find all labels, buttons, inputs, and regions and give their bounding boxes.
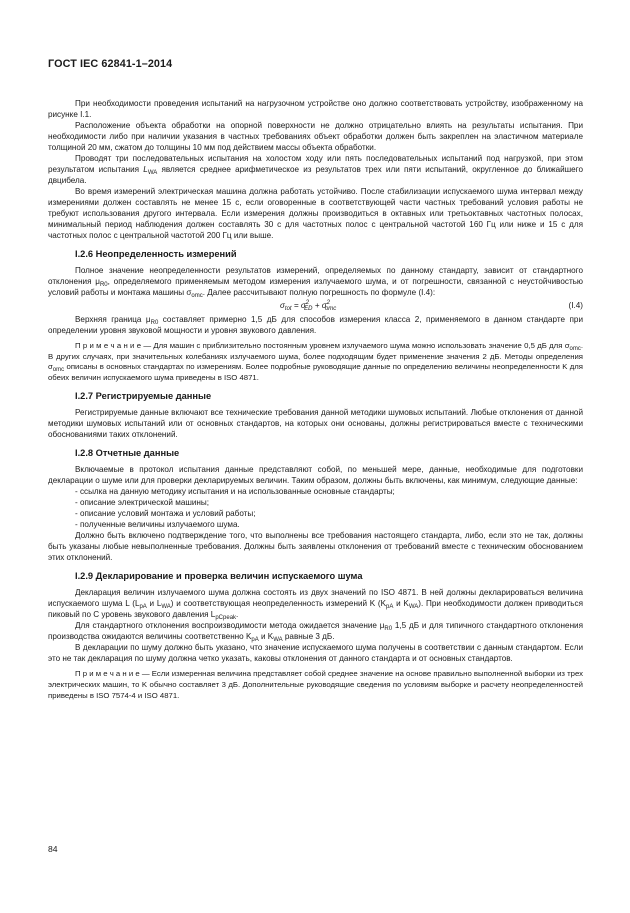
paragraph: Полное значение неопределенности результатов измерений, определяемых по данному стандарту, зависит от стандартного отклонения $\mu_{R0}$, определяемого применяемым методом измерения излучаемого шума, и от погрешности, связанной с неустойчивостью условий работы и монтажа машины $\sigma_{omc}$. Далее рассчитывают полную погрешность по формуле (I.4): xyxy=(48,266,583,299)
paragraph: Включаемые в протокол испытания данные представляют собой, по меньшей мере, данные, необходимые для подготовки декларации о шуме или для проверки декларируемых величин. Таким образом, должны быть включены, как минимум, следующие данные: xyxy=(48,465,583,486)
list-item: - полученные величины излучаемого шума. xyxy=(75,520,240,530)
standard-header: ГОСТ IEC 62841-1–2014 xyxy=(48,58,173,70)
formula-i4: $\sigma_{tot} = \sigma^2_{ED} + \sigma^2_{omc}$ (I.4) xyxy=(280,300,583,312)
document-body xyxy=(48,98,583,701)
paragraph: Декларация величин излучаемого шума должна состоять из двух значений по ISO 4871. В ней должны декларироваться величина испускаемого шума L ($L_{pA}$ и $L_{WA}$) и соответствующая неопределенность измерений K ($K_{pA}$ и $K_{WA}$). При необходимости должен приводиться пиковый по C уровень звукового давления $L_{pCpeak}$. xyxy=(48,588,583,622)
section-heading: I.2.6 Неопределенность измерений xyxy=(75,249,237,259)
paragraph: При необходимости проведения испытаний на нагрузочном устройстве оно должно соответствовать устройству, изображенному на рисунке I.1. xyxy=(48,99,583,119)
paragraph: Верхняя граница $\mu_{R0}$ составляет примерно 1,5 дБ для способов измерения класса 2, применяемого в данном стандарте при определении уровня звуковой мощности и уровня звукового давления. xyxy=(48,315,583,335)
section-heading: I.2.8 Отчетные данные xyxy=(75,448,180,459)
note: П р и м е ч а н и е — Для машин с приблизительно постоянным уровнем излучаемого шума можно использовать значение 0,5 дБ для $\sigma_{omc}$. В других случаях, при значительных колебаниях излучаемого шума, более подходящим будет применение значения 2 дБ. Методы определения $\sigma_{omc}$ описаны в основных стандартах по измерениям. Более подробные руководящие данные по определению величины неопределенности K для обеих величин испускаемого шума приведены в ISO 4871. xyxy=(48,341,583,382)
paragraph: Должно быть включено подтверждение того, что выполнены все требования настоящего стандарта, либо, если это не так, должны быть указаны любые невыполненные требования. Должны быть заявлены отклонения от требований вместе с техническим обоснованием этих отклонений. xyxy=(48,531,583,563)
paragraph: В декларации по шуму должно быть указано, что значение испускаемого шума получены в соответствии с данным стандартом. Если это не так декларация по шуму должна четко указать, каковы отклонения от данного стандарта и от основных стандартов. xyxy=(48,643,583,664)
note: П р и м е ч а н и е — Если измеренная величина представляет собой среднее значение на основе правильно выполненной выборки из трех электрических машин, то K обычно составляет 3 дБ. Дополнительные руководящие сведения по условиям выборке и расчету неопределенностей приведены в ISO 7574-4 и ISO 4871. xyxy=(48,669,583,700)
list-item: - описание электрической машины; xyxy=(75,498,209,508)
paragraph: Для стандартного отклонения воспроизводимости метода ожидается значение $\mu_{R0}$ 1,5 дБ и для типичного стандартного отклонения производства ожидаются величины соответственно $K_{pA}$ и $K_{WA}$ равные 3 дБ. xyxy=(48,621,583,644)
paragraph: Во время измерений электрическая машина должна работать устойчиво. После стабилизации испускаемого шума интервал между измерениями должен составлять не менее 15 с, если оговоренные в соответствующей части частных требований условия работы не требуют использования другого интервала. Если измерения должны производиться в октавных или третьоктавных частотных полосах, минимальный период наблюдения должен составлять 30 с для частотных полос с центральной частотой 160 Гц или ниже и 15 с для частотных полос с центральной частотой 200 Гц или выше. xyxy=(48,187,583,240)
symbol: L xyxy=(143,165,148,174)
formula-number: (I.4) xyxy=(568,301,583,310)
list-item: - ссылка на данную методику испытания и на использованные основные стандарты; xyxy=(75,487,395,497)
page-number: 84 xyxy=(48,844,58,854)
section-heading: I.2.7 Регистрируемые данные xyxy=(75,391,212,402)
paragraph: Регистрируемые данные включают все технические требования данной методики шумовых испытаний. Любые отклонения от данной методики шумовых испытаний или от основных стандартов, на которых они основаны, должны регистрироваться вместе с техническими обоснованиями таких отклонений. xyxy=(48,408,583,440)
paragraph: Проводят три последовательных испытания на холостом ходу или пять последовательных испытаний под нагрузкой, при этом результатом испытания $L_{WA}$ является среднее арифметическое из результатов трех или пяти испытаний, округленное до ближайшего двцибела. xyxy=(48,154,583,185)
section-heading: I.2.9 Декларирование и проверка величин испускаемого шума xyxy=(75,571,363,582)
list-item: - описание условий монтажа и условий работы; xyxy=(75,509,256,519)
paragraph: Расположение объекта обработки на опорной поверхности не должно отрицательно влиять на результаты испытания. При необходимости либо при наличии указания в частных требованиях объект обработки должен быть закреплен на эластичном материале толщиной 20 мм, сжатом до толщины 10 мм под действием массы объекта обработки. xyxy=(48,121,583,152)
